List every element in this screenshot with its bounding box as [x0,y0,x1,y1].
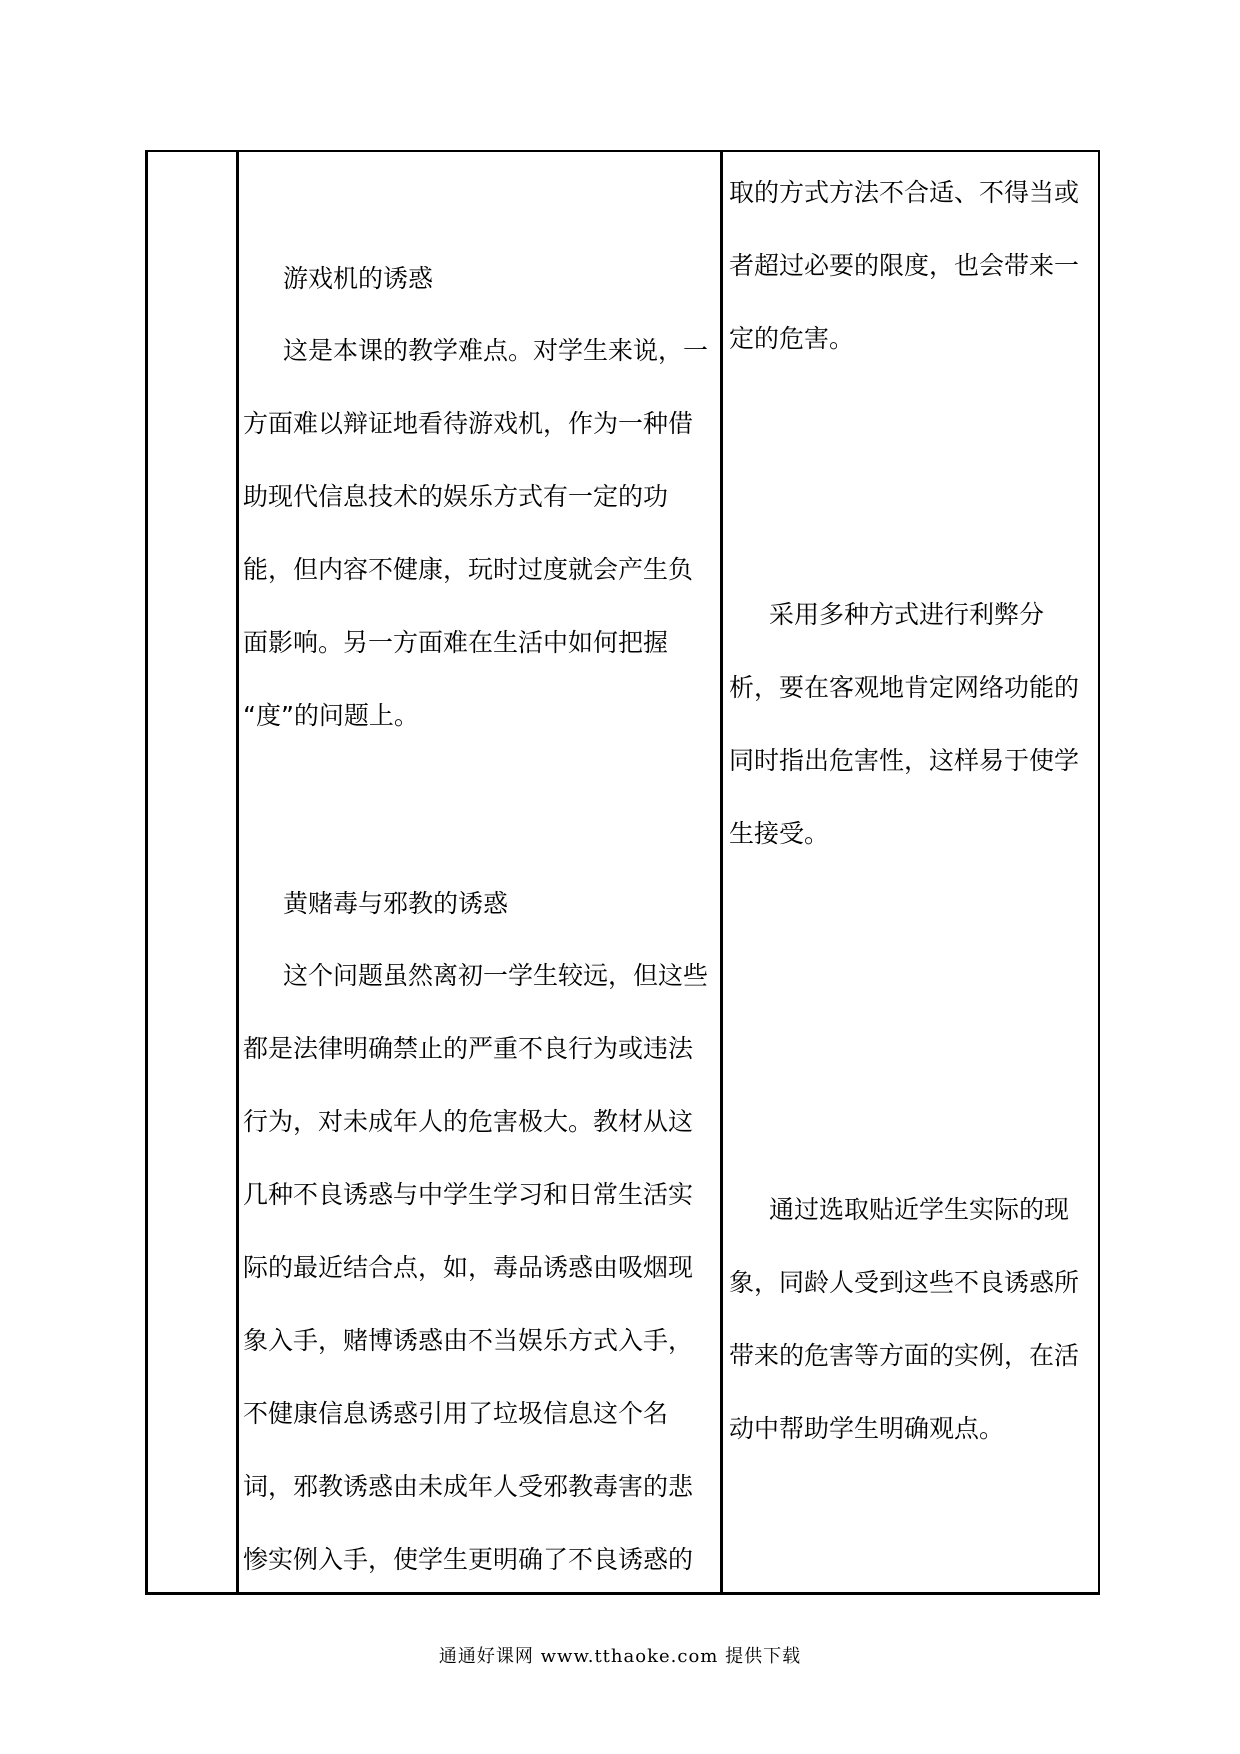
text-line: 词，邪教诱惑由未成年人受邪教毒害的悲 [243,1472,694,1501]
text-line: 这个问题虽然离初一学生较远，但这些 [283,961,709,990]
text-line: 行为，对未成年人的危害极大。教材从这 [243,1107,694,1136]
content-table [145,150,1100,1595]
text-line: 象入手，赌博诱惑由不当娱乐方式入手， [243,1326,694,1355]
right-cell [723,152,1097,1592]
text-line: 惨实例入手，使学生更明确了不良诱惑的 [243,1545,694,1574]
text-line: 同时指出危害性，这样易于使学 [729,746,1080,775]
text-line: 几种不良诱惑与中学生学习和日常生活实 [243,1180,694,1209]
text-line: 不健康信息诱惑引用了垃圾信息这个名 [243,1399,669,1428]
text-line: 这是本课的教学难点。对学生来说，一 [283,336,709,365]
text-line: 生接受。 [729,819,830,848]
text-line: 带来的危害等方面的实例，在活 [729,1341,1080,1370]
text-line: 析，要在客观地肯定网络功能的 [729,673,1080,702]
text-line: 面影响。另一方面难在生活中如何把握 [243,628,669,657]
text-line: 者超过必要的限度，也会带来一 [729,251,1080,280]
page-footer: 通通好课网 www.tthaoke.com 提供下载 [438,1646,802,1667]
text-line: 采用多种方式进行利弊分 [769,600,1045,629]
text-line: 方面难以辩证地看待游戏机，作为一种借 [243,409,694,438]
heading-vice-and-cult: 黄赌毒与邪教的诱惑 [283,889,509,918]
text-line: 助现代信息技术的娱乐方式有一定的功 [243,482,669,511]
text-line: 能，但内容不健康，玩时过度就会产生负 [243,555,694,584]
text-line: 都是法律明确禁止的严重不良行为或违法 [243,1034,694,1063]
middle-cell [239,152,720,1592]
text-line: “度”的问题上。 [243,701,419,730]
left-empty-cell [148,152,236,1592]
text-line: 通过选取贴近学生实际的现 [769,1195,1070,1224]
heading-game-machine: 游戏机的诱惑 [283,264,434,293]
text-line: 取的方式方法不合适、不得当或 [729,178,1080,207]
text-line: 象，同龄人受到这些不良诱惑所 [729,1268,1080,1297]
text-line: 定的危害。 [729,324,855,353]
text-line: 动中帮助学生明确观点。 [729,1414,1005,1443]
text-line: 际的最近结合点，如，毒品诱惑由吸烟现 [243,1253,694,1282]
